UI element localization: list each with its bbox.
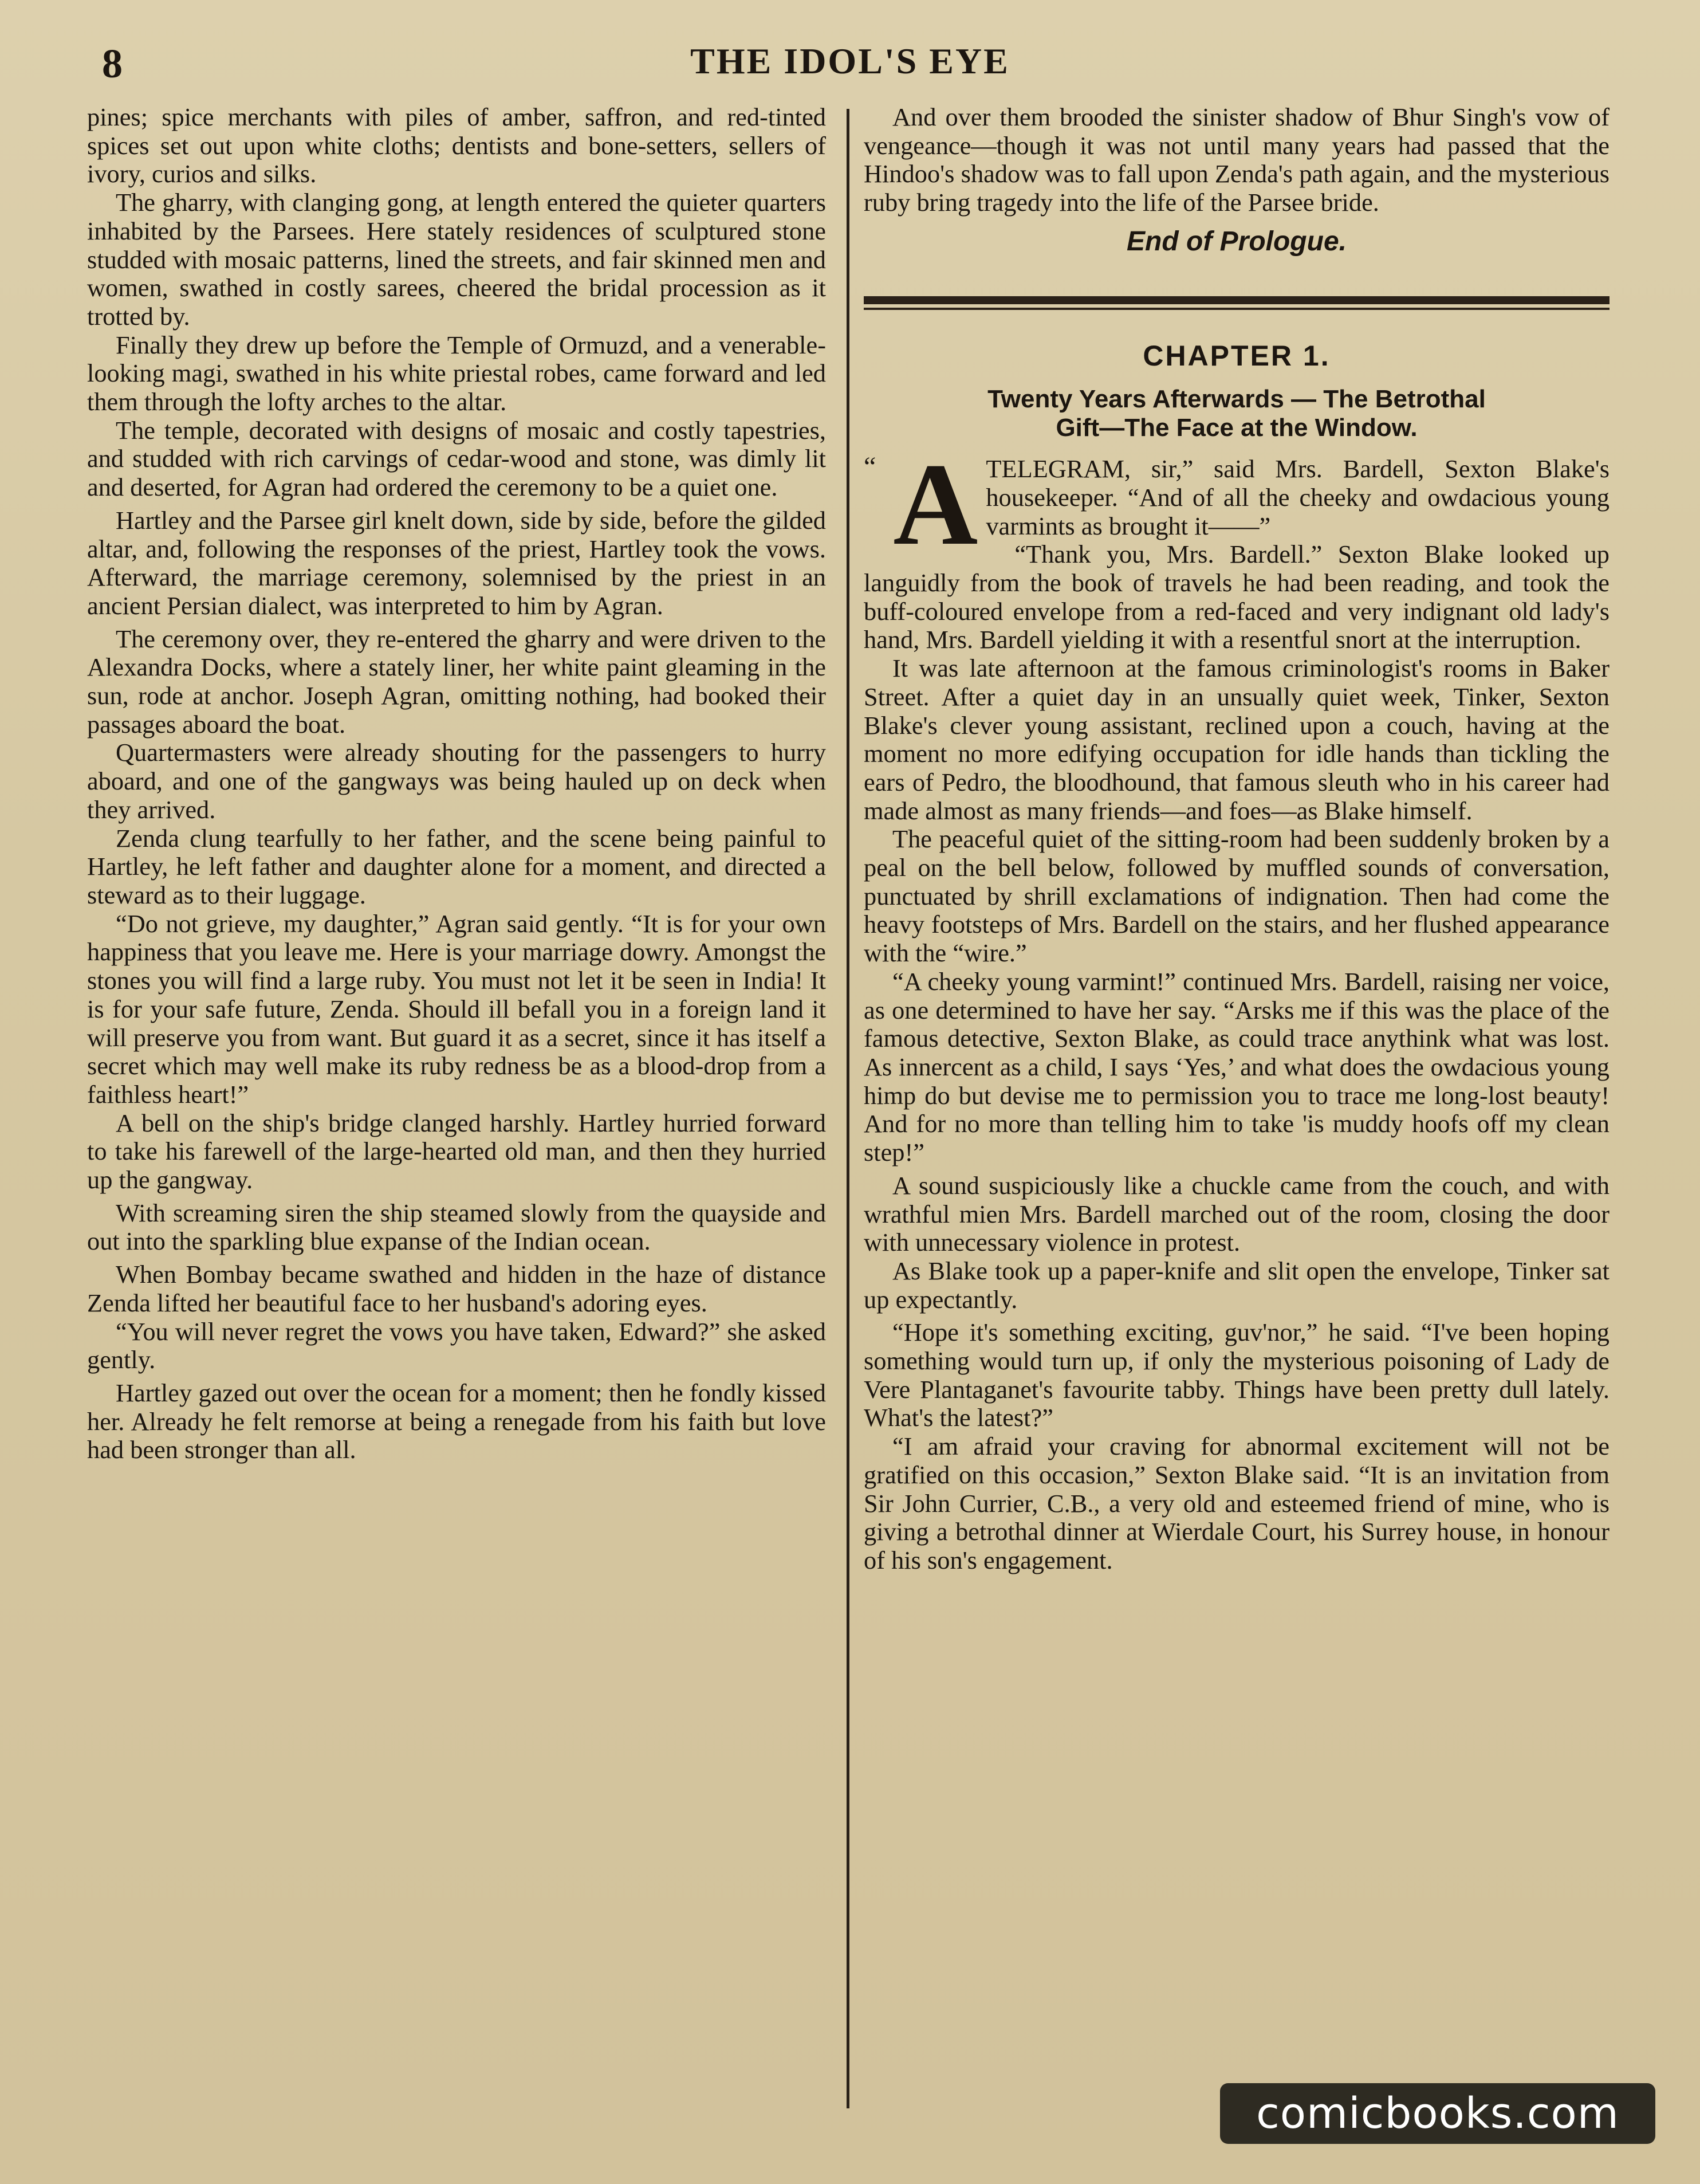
- paragraph: “Thank you, Mrs. Bardell.” Sexton Blake looked up languidly from the book of travels he had been reading, and took the buff-coloured envelope from a red-faced and very indignant old lady's hand, Mrs. Bardell yielding it with a resentful snort at the interruption.: [864, 540, 1610, 654]
- running-title: THE IDOL'S EYE: [690, 41, 1010, 81]
- paragraph: “Hope it's something exciting, guv'nor,” he said. “I've been hoping something would turn up, if only the mysterious poisoning of Lady de Vere Plantaganet's favourite tabby. Things have been pretty dull lately. What's the latest?”: [864, 1318, 1610, 1432]
- paragraph: Hartley and the Parsee girl knelt down, side by side, before the gilded altar, and, following the responses of the priest, Hartley took the vows. Afterward, the marriage ceremony, solemnised by the priest in an ancient Persian dialect, was interpreted to him by Agran.: [87, 505, 826, 620]
- paragraph: Finally they drew up before the Temple of Ormuzd, and a venerable-looking magi, swathed in his white priestal robes, came forward and led them through the lofty arches to the altar.: [87, 330, 826, 417]
- paragraph: When Bombay became swathed and hidden in the haze of distance Zenda lifted her beautiful face to her husband's adoring eyes.: [87, 1260, 826, 1317]
- page-number: 8: [102, 41, 123, 87]
- paragraph: “I am afraid your craving for abnormal excitement will not be gratified on this occasion,” Sexton Blake said. “It is an invitation from Sir John Currier, C.B., a very old and esteemed friend of mine, who is giving a betrothal dinner at Wierdale Court, his Surrey house, in honour of his son's engagement.: [864, 1432, 1610, 1574]
- paragraph: Hartley gazed out over the ocean for a moment; then he fondly kissed her. Already he felt remorse at being a renegade from his faith but love had been stronger than all.: [87, 1378, 826, 1464]
- column-divider: [847, 109, 849, 2108]
- page-header: [86, 40, 1614, 92]
- drop-cap: A: [893, 439, 978, 570]
- paragraph: pines; spice merchants with piles of amber, saffron, and red-tinted spices set out upon white cloths; dentists and bone-setters, sellers of ivory, curios and silks.: [87, 103, 826, 188]
- end-of-prologue: End of Prologue.: [1127, 226, 1347, 257]
- paragraph: “A cheeky young varmint!” continued Mrs. Bardell, raising ner voice, as one determined to have her say. “Arsks me if this was the place of the famous detective, Sexton Blake, as could trace anythink what was lost. As innercent as a child, I says ‘Yes,’ and what does the owdacious young himp do but devise me to permission you to trace me long-lost beauty! And for no more than telling him to take 'is muddy hoofs off my clean step!”: [864, 967, 1610, 1167]
- right-column: [864, 103, 1610, 1575]
- open-quote: “: [864, 451, 876, 482]
- paragraph: “You will never regret the vows you have taken, Edward?” she asked gently.: [87, 1317, 826, 1374]
- watermark-logo: comicbooks.com: [1220, 2083, 1655, 2144]
- opening-paragraph: [864, 439, 1610, 570]
- paragraph: The temple, decorated with designs of mosaic and costly tapestries, and studded with rich carvings of cedar-wood and stone, was dimly lit and deserted, for Agran had ordered the ceremony to be a quiet one.: [87, 415, 826, 502]
- chapter-title-line: Twenty Years Afterwards — The Betrothal: [987, 385, 1486, 414]
- section-rule: [864, 296, 1610, 304]
- paragraph: Quartermasters were already shouting for the passengers to hurry aboard, and one of the gangways was being hauled up on deck when they arrived.: [87, 738, 826, 824]
- paragraph: “Do not grieve, my daughter,” Agran said gently. “It is for your own happiness that you leave me. Here is your marriage dowry. Amongst the stones you will find a large ruby. You must not let it be seen in India! It is for your safe future, Zenda. Should ill befall you in a foreign land it will preserve you from want. But guard it as a secret, since it has itself a secret which may well make its ruby redness be as a blood-drop from a faithless heart!”: [87, 909, 826, 1109]
- paragraph: As Blake took up a paper-knife and slit open the envelope, Tinker sat up expectantly.: [864, 1256, 1610, 1314]
- paragraph: The ceremony over, they re-entered the gharry and were driven to the Alexandra Docks, where a stately liner, her white paint gleaming in the sun, rode at anchor. Joseph Agran, omitting nothing, had booked their passages aboard the boat.: [87, 624, 826, 739]
- opening-text: TELEGRAM, sir,” said Mrs. Bardell, Sexton Blake's housekeeper. “And of all the cheeky and owdacious young varmints as brought it——”: [986, 454, 1610, 540]
- paragraph: And over them brooded the sinister shadow of Bhur Singh's vow of vengeance—though it was not until many years had passed that the Hindoo's shadow was to fall upon Zenda's path again, and the mysterious ruby bring tragedy into the life of the Parsee bride.: [864, 103, 1610, 217]
- paragraph: Zenda clung tearfully to her father, and the scene being painful to Hartley, he left father and daughter alone for a moment, and directed a steward as to their luggage.: [87, 823, 826, 909]
- paragraph: With screaming siren the ship steamed slowly from the quayside and out into the sparkling blue expanse of the Indian ocean.: [87, 1198, 826, 1256]
- chapter-title-line: Gift—The Face at the Window.: [1056, 414, 1418, 442]
- paragraph: The peaceful quiet of the sitting-room had been suddenly broken by a peal on the bell below, followed by muffled sounds of conversation, punctuated by shrill exclamations of indignation. Then had come the heavy footsteps of Mrs. Bardell on the stairs, and her flushed appearance with the “wire.”: [864, 824, 1610, 968]
- chapter-heading: CHAPTER 1.: [1143, 339, 1331, 372]
- paragraph: A sound suspiciously like a chuckle came from the couch, and with wrathful mien Mrs. Bardell marched out of the room, closing the door with unnecessary violence in protest.: [864, 1170, 1610, 1257]
- paragraph: The gharry, with clanging gong, at length entered the quieter quarters inhabited by the Parsees. Here stately residences of sculptured stone studded with mosaic patterns, lined the streets, and fair skinned men and women, swathed in costly sarees, cheered the bridal procession as it trotted by.: [87, 188, 826, 331]
- chapter-title: [864, 385, 1610, 442]
- left-column: [87, 103, 826, 1464]
- paragraph: A bell on the ship's bridge clanged harshly. Hartley hurried forward to take his farewell of the large-hearted old man, and then they hurried up the gangway.: [87, 1108, 826, 1195]
- section-rule-thin: [864, 308, 1610, 310]
- paragraph: It was late afternoon at the famous criminologist's rooms in Baker Street. After a quiet day in an unsually quiet week, Tinker, Sexton Blake's clever young assistant, reclined upon a couch, having at the moment no more edifying occupation for idle hands than tickling the ears of Pedro, the bloodhound, that famous sleuth who in his career had made almost as many friends—and foes—as Blake himself.: [864, 654, 1610, 825]
